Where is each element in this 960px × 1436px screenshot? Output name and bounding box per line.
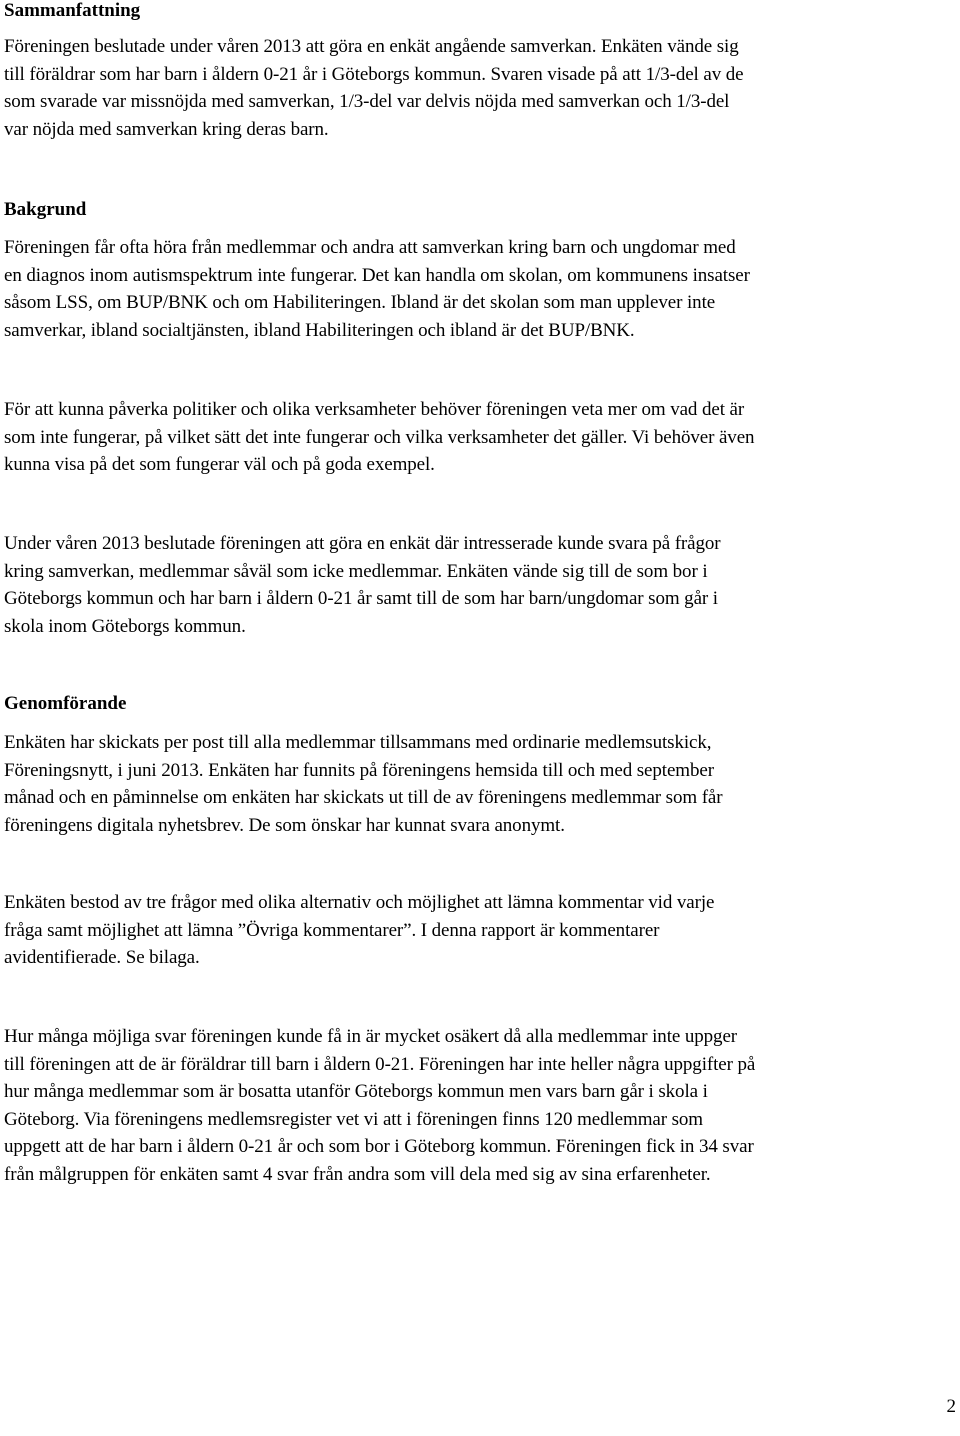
paragraph-line: månad och en påminnelse om enkäten har skickats ut till de av föreningens medlemmar som får	[4, 787, 723, 809]
summary-heading: Sammanfattning	[4, 0, 141, 21]
summary-line: som svarade var missnöjda med samverkan, 1/3-del var delvis nöjda med samverkan och 1/3-del	[4, 91, 730, 113]
paragraph-line: samverkar, ibland socialtjänsten, ibland Habiliteringen och ibland är det BUP/BNK.	[4, 319, 635, 341]
paragraph-line: en diagnos inom autismspektrum inte fungerar. Det kan handla om skolan, om kommunens insatser	[4, 264, 750, 286]
summary-line: var nöjda med samverkan kring deras barn.	[4, 118, 329, 140]
implementation-paragraph-2	[4, 889, 956, 972]
paragraph-line: Under våren 2013 beslutade föreningen att göra en enkät där intresserade kunde svara på frågor	[4, 533, 721, 554]
summary-line: Föreningen beslutade under våren 2013 att göra en enkät angående samverkan. Enkäten vände sig	[4, 36, 739, 57]
paragraph-line: från målgruppen för enkäten samt 4 svar från andra som vill dela med sig av sina erfarenheter.	[4, 1163, 711, 1185]
background-paragraph-3	[4, 530, 956, 640]
paragraph-line: hur många medlemmar som är bosatta utanför Göteborgs kommun men vars barn går i skola i	[4, 1081, 708, 1103]
paragraph-line: såsom LSS, om BUP/BNK och om Habiliteringen. Ibland är det skolan som man upplever inte	[4, 292, 716, 314]
paragraph-line: kring samverkan, medlemmar såväl som icke medlemmar. Enkäten vände sig till de som bor i	[4, 560, 708, 582]
paragraph-line: Enkäten bestod av tre frågor med olika alternativ och möjlighet att lämna kommentar vid varje	[4, 892, 715, 913]
paragraph-line: Hur många möjliga svar föreningen kunde få in är mycket osäkert då alla medlemmar inte uppger	[4, 1026, 738, 1047]
background-paragraph-1	[4, 234, 956, 344]
paragraph-line: Göteborgs kommun och har barn i åldern 0-21 år samt till de som har barn/ungdomar som går i	[4, 588, 718, 610]
background-heading: Bakgrund	[4, 199, 87, 220]
implementation-paragraph-3	[4, 1023, 956, 1189]
paragraph-line: kunna visa på det som fungerar väl och på goda exempel.	[4, 454, 435, 476]
background-paragraph-2	[4, 396, 956, 479]
paragraph-line: uppgett att de har barn i åldern 0-21 år och som bor i Göteborg kommun. Föreningen fick in 34 svar	[4, 1136, 754, 1158]
paragraph-line: avidentifierade. Se bilaga.	[4, 947, 200, 969]
paragraph-line: För att kunna påverka politiker och olika verksamheter behöver föreningen veta mer om vad det är	[4, 399, 745, 420]
paragraph-line: som inte fungerar, på vilket sätt det inte fungerar och vilka verksamheter det gäller. Vi behöver även	[4, 426, 755, 448]
paragraph-line: till föreningen att de är föräldrar till barn i åldern 0-21. Föreningen har inte heller några uppgifter på	[4, 1053, 756, 1075]
paragraph-line: Enkäten har skickats per post till alla medlemmar tillsammans med ordinarie medlemsutskick,	[4, 732, 712, 753]
implementation-paragraph-1	[4, 729, 956, 839]
implementation-heading: Genomförande	[4, 693, 127, 714]
paragraph-line: Göteborg. Via föreningens medlemsregister vet vi att i föreningen finns 120 medlemmar som	[4, 1108, 703, 1130]
summary-paragraph	[4, 33, 956, 143]
paragraph-line: Föreningen får ofta höra från medlemmar och andra att samverkan kring barn och ungdomar med	[4, 237, 736, 258]
page-number: 2	[946, 1396, 956, 1417]
summary-line: till föräldrar som har barn i åldern 0-21 år i Göteborgs kommun. Svaren visade på att 1/3-del av de	[4, 63, 744, 85]
paragraph-line: Föreningsnytt, i juni 2013. Enkäten har funnits på föreningens hemsida till och med september	[4, 759, 714, 781]
paragraph-line: föreningens digitala nyhetsbrev. De som önskar har kunnat svara anonymt.	[4, 814, 565, 836]
paragraph-line: skola inom Göteborgs kommun.	[4, 615, 246, 637]
paragraph-line: fråga samt möjlighet att lämna ”Övriga kommentarer”. I denna rapport är kommentarer	[4, 919, 660, 941]
